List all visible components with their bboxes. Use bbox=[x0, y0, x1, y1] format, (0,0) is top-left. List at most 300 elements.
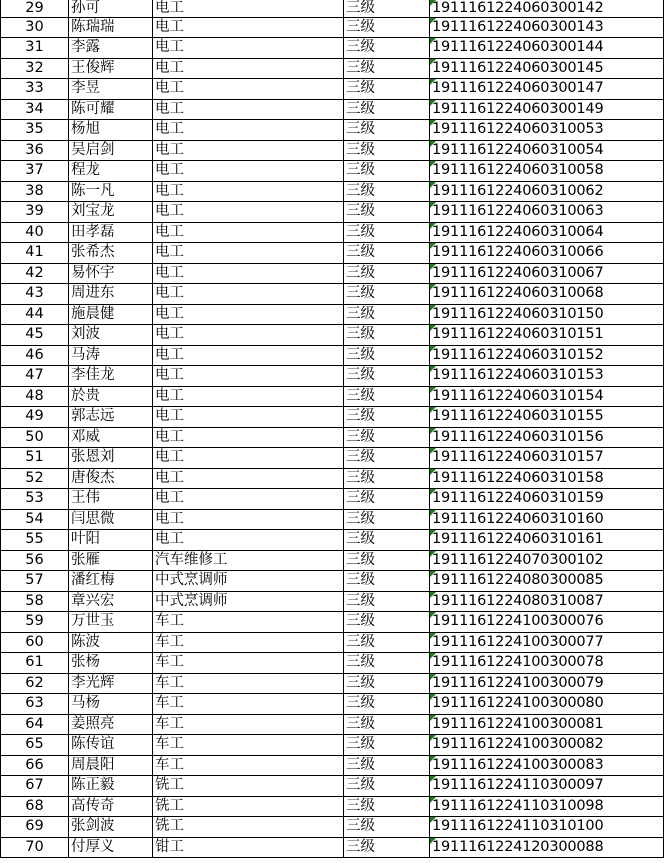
cell-trade[interactable]: 电工 bbox=[153, 161, 344, 182]
table-row bbox=[1, 386, 664, 407]
cell-name[interactable]: 刘波 bbox=[69, 325, 153, 346]
cell-certificate-id[interactable] bbox=[430, 489, 664, 510]
text-number-indicator-icon bbox=[430, 571, 436, 577]
cell-value: 1911161224060310058 bbox=[432, 162, 604, 179]
cell-level[interactable]: 三级 bbox=[344, 79, 430, 100]
text-number-indicator-icon bbox=[430, 448, 436, 454]
cell-row-number[interactable]: 61 bbox=[1, 653, 69, 674]
cell-trade[interactable]: 车工 bbox=[153, 755, 344, 776]
cell-row-number[interactable]: 37 bbox=[1, 161, 69, 182]
cell-value: 1911161224060300142 bbox=[432, 0, 604, 17]
table-row bbox=[1, 653, 664, 674]
cell-name[interactable]: 陈波 bbox=[69, 632, 153, 653]
cell-row-number[interactable]: 49 bbox=[1, 407, 69, 428]
cell-row-number[interactable]: 35 bbox=[1, 120, 69, 141]
cell-certificate-id[interactable] bbox=[430, 140, 664, 161]
cell-level[interactable]: 三级 bbox=[344, 366, 430, 387]
text-number-indicator-icon bbox=[430, 0, 436, 6]
cell-row-number[interactable]: 69 bbox=[1, 817, 69, 838]
cell-row-number[interactable]: 43 bbox=[1, 284, 69, 305]
cell-trade[interactable]: 钳工 bbox=[153, 837, 344, 858]
cell-value: 1911161224100300077 bbox=[432, 633, 604, 650]
cell-certificate-id[interactable] bbox=[430, 468, 664, 489]
text-number-indicator-icon bbox=[430, 264, 436, 270]
text-number-indicator-icon bbox=[430, 735, 436, 741]
cell-level[interactable]: 三级 bbox=[344, 694, 430, 715]
cell-name[interactable]: 马杨 bbox=[69, 694, 153, 715]
cell-value: 1911161224060310160 bbox=[432, 510, 604, 527]
cell-value: 1911161224060310064 bbox=[432, 223, 604, 240]
cell-value: 1911161224060310150 bbox=[432, 305, 604, 322]
cell-row-number[interactable]: 38 bbox=[1, 181, 69, 202]
cell-level[interactable]: 三级 bbox=[344, 325, 430, 346]
cell-level[interactable]: 三级 bbox=[344, 345, 430, 366]
cell-certificate-id[interactable] bbox=[430, 632, 664, 653]
cell-certificate-id[interactable] bbox=[430, 612, 664, 633]
table-row bbox=[1, 530, 664, 551]
cell-row-number[interactable]: 54 bbox=[1, 509, 69, 530]
text-number-indicator-icon bbox=[430, 530, 436, 536]
cell-value: 1911161224060310068 bbox=[432, 285, 604, 302]
cell-value: 1911161224100300079 bbox=[432, 674, 604, 691]
cell-trade[interactable]: 电工 bbox=[153, 366, 344, 387]
cell-level[interactable]: 三级 bbox=[344, 530, 430, 551]
cell-value: 1911161224110310100 bbox=[432, 818, 604, 835]
cell-certificate-id[interactable] bbox=[430, 837, 664, 858]
cell-value: 1911161224060310155 bbox=[432, 408, 604, 425]
cell-name[interactable]: 李昱 bbox=[69, 79, 153, 100]
cell-row-number[interactable]: 39 bbox=[1, 202, 69, 223]
cell-value: 1911161224100300080 bbox=[432, 695, 604, 712]
cell-value: 1911161224060310054 bbox=[432, 141, 604, 158]
table-row bbox=[1, 284, 664, 305]
cell-name[interactable]: 程龙 bbox=[69, 161, 153, 182]
cell-level[interactable]: 三级 bbox=[344, 17, 430, 38]
cell-certificate-id[interactable] bbox=[430, 181, 664, 202]
table-row bbox=[1, 345, 664, 366]
cell-level[interactable]: 三级 bbox=[344, 612, 430, 633]
cell-trade[interactable]: 电工 bbox=[153, 99, 344, 120]
cell-certificate-id[interactable] bbox=[430, 99, 664, 120]
cell-level[interactable]: 三级 bbox=[344, 284, 430, 305]
cell-row-number[interactable]: 45 bbox=[1, 325, 69, 346]
cell-certificate-id[interactable] bbox=[430, 263, 664, 284]
cell-certificate-id[interactable] bbox=[430, 427, 664, 448]
cell-name[interactable]: 张剑波 bbox=[69, 817, 153, 838]
text-number-indicator-icon bbox=[430, 284, 436, 290]
cell-certificate-id[interactable] bbox=[430, 202, 664, 223]
cell-name[interactable]: 刘宝龙 bbox=[69, 202, 153, 223]
table-row bbox=[1, 0, 664, 17]
cell-trade[interactable]: 电工 bbox=[153, 120, 344, 141]
cell-row-number[interactable]: 41 bbox=[1, 243, 69, 264]
text-number-indicator-icon bbox=[430, 407, 436, 413]
cell-level[interactable]: 三级 bbox=[344, 263, 430, 284]
cell-certificate-id[interactable] bbox=[430, 776, 664, 797]
cell-trade[interactable]: 车工 bbox=[153, 735, 344, 756]
cell-trade[interactable]: 电工 bbox=[153, 489, 344, 510]
table-body bbox=[1, 0, 664, 858]
table-row bbox=[1, 817, 664, 838]
cell-row-number[interactable]: 29 bbox=[1, 0, 69, 17]
cell-trade[interactable]: 电工 bbox=[153, 222, 344, 243]
cell-value: 1911161224100300083 bbox=[432, 756, 604, 773]
text-number-indicator-icon bbox=[430, 756, 436, 762]
cell-name[interactable]: 施晨健 bbox=[69, 304, 153, 325]
table-row bbox=[1, 161, 664, 182]
cell-level[interactable]: 三级 bbox=[344, 140, 430, 161]
text-number-indicator-icon bbox=[430, 694, 436, 700]
cell-name[interactable]: 李佳龙 bbox=[69, 366, 153, 387]
cell-trade[interactable]: 电工 bbox=[153, 468, 344, 489]
cell-trade[interactable]: 电工 bbox=[153, 0, 344, 17]
cell-name[interactable]: 周进东 bbox=[69, 284, 153, 305]
table-row bbox=[1, 427, 664, 448]
cell-row-number[interactable]: 42 bbox=[1, 263, 69, 284]
cell-trade[interactable]: 电工 bbox=[153, 386, 344, 407]
cell-row-number[interactable]: 48 bbox=[1, 386, 69, 407]
cell-certificate-id[interactable] bbox=[430, 0, 664, 17]
cell-trade[interactable]: 电工 bbox=[153, 304, 344, 325]
cell-name[interactable]: 杨旭 bbox=[69, 120, 153, 141]
cell-level[interactable]: 三级 bbox=[344, 243, 430, 264]
cell-level[interactable]: 三级 bbox=[344, 38, 430, 59]
text-number-indicator-icon bbox=[430, 428, 436, 434]
cell-name[interactable]: 陈一凡 bbox=[69, 181, 153, 202]
table-row bbox=[1, 632, 664, 653]
cell-level[interactable]: 三级 bbox=[344, 632, 430, 653]
cell-row-number[interactable]: 46 bbox=[1, 345, 69, 366]
cell-certificate-id[interactable] bbox=[430, 530, 664, 551]
table-row bbox=[1, 222, 664, 243]
cell-row-number[interactable]: 52 bbox=[1, 468, 69, 489]
text-number-indicator-icon bbox=[430, 387, 436, 393]
cell-row-number[interactable]: 47 bbox=[1, 366, 69, 387]
cell-trade[interactable]: 电工 bbox=[153, 427, 344, 448]
cell-level[interactable]: 三级 bbox=[344, 673, 430, 694]
cell-trade[interactable]: 中式烹调师 bbox=[153, 591, 344, 612]
cell-name[interactable]: 田孝磊 bbox=[69, 222, 153, 243]
cell-trade[interactable]: 中式烹调师 bbox=[153, 571, 344, 592]
table-row bbox=[1, 591, 664, 612]
cell-row-number[interactable]: 56 bbox=[1, 550, 69, 571]
cell-level[interactable]: 三级 bbox=[344, 489, 430, 510]
cell-value: 1911161224060310153 bbox=[432, 367, 604, 384]
cell-level[interactable]: 三级 bbox=[344, 120, 430, 141]
cell-value: 1911161224110310098 bbox=[432, 797, 604, 814]
table-row bbox=[1, 407, 664, 428]
cell-row-number[interactable]: 70 bbox=[1, 837, 69, 858]
cell-name[interactable]: 王伟 bbox=[69, 489, 153, 510]
cell-level[interactable]: 三级 bbox=[344, 735, 430, 756]
cell-certificate-id[interactable] bbox=[430, 673, 664, 694]
cell-row-number[interactable]: 36 bbox=[1, 140, 69, 161]
table-row bbox=[1, 325, 664, 346]
cell-certificate-id[interactable] bbox=[430, 735, 664, 756]
cell-name[interactable]: 张恩刘 bbox=[69, 448, 153, 469]
cell-name[interactable]: 张雁 bbox=[69, 550, 153, 571]
cell-name[interactable]: 周晨阳 bbox=[69, 755, 153, 776]
cell-trade[interactable]: 铣工 bbox=[153, 776, 344, 797]
cell-row-number[interactable]: 67 bbox=[1, 776, 69, 797]
cell-trade[interactable]: 车工 bbox=[153, 632, 344, 653]
text-number-indicator-icon bbox=[430, 79, 436, 85]
table-row bbox=[1, 837, 664, 858]
table-row bbox=[1, 714, 664, 735]
text-number-indicator-icon bbox=[430, 510, 436, 516]
cell-row-number[interactable]: 64 bbox=[1, 714, 69, 735]
text-number-indicator-icon bbox=[430, 223, 436, 229]
cell-name[interactable]: 王俊辉 bbox=[69, 58, 153, 79]
cell-level[interactable]: 三级 bbox=[344, 202, 430, 223]
cell-name[interactable]: 叶阳 bbox=[69, 530, 153, 551]
table-row bbox=[1, 202, 664, 223]
cell-name[interactable]: 万世玉 bbox=[69, 612, 153, 633]
cell-row-number[interactable]: 58 bbox=[1, 591, 69, 612]
cell-certificate-id[interactable] bbox=[430, 694, 664, 715]
text-number-indicator-icon bbox=[430, 141, 436, 147]
cell-certificate-id[interactable] bbox=[430, 550, 664, 571]
cell-value: 1911161224060310159 bbox=[432, 490, 604, 507]
cell-trade[interactable]: 电工 bbox=[153, 448, 344, 469]
cell-level[interactable]: 三级 bbox=[344, 468, 430, 489]
cell-row-number[interactable]: 33 bbox=[1, 79, 69, 100]
cell-certificate-id[interactable] bbox=[430, 222, 664, 243]
cell-value: 1911161224060310156 bbox=[432, 428, 604, 445]
cell-name[interactable]: 於贵 bbox=[69, 386, 153, 407]
cell-certificate-id[interactable] bbox=[430, 817, 664, 838]
cell-level[interactable]: 三级 bbox=[344, 755, 430, 776]
cell-row-number[interactable]: 53 bbox=[1, 489, 69, 510]
cell-row-number[interactable]: 68 bbox=[1, 796, 69, 817]
cell-name[interactable]: 吴启剑 bbox=[69, 140, 153, 161]
cell-value: 1911161224060310067 bbox=[432, 264, 604, 281]
cell-level[interactable]: 三级 bbox=[344, 571, 430, 592]
text-number-indicator-icon bbox=[430, 243, 436, 249]
text-number-indicator-icon bbox=[430, 612, 436, 618]
cell-trade[interactable]: 电工 bbox=[153, 181, 344, 202]
cell-row-number[interactable]: 57 bbox=[1, 571, 69, 592]
cell-row-number[interactable]: 44 bbox=[1, 304, 69, 325]
cell-row-number[interactable]: 60 bbox=[1, 632, 69, 653]
cell-value: 1911161224100300081 bbox=[432, 715, 604, 732]
cell-row-number[interactable]: 62 bbox=[1, 673, 69, 694]
cell-name[interactable]: 付厚义 bbox=[69, 837, 153, 858]
cell-level[interactable]: 三级 bbox=[344, 796, 430, 817]
cell-trade[interactable]: 电工 bbox=[153, 17, 344, 38]
cell-trade[interactable]: 车工 bbox=[153, 612, 344, 633]
cell-level[interactable]: 三级 bbox=[344, 304, 430, 325]
cell-certificate-id[interactable] bbox=[430, 714, 664, 735]
cell-level[interactable]: 三级 bbox=[344, 181, 430, 202]
cell-value: 1911161224060310066 bbox=[432, 244, 604, 261]
cell-level[interactable]: 三级 bbox=[344, 776, 430, 797]
cell-value: 1911161224060310063 bbox=[432, 203, 604, 220]
table-row bbox=[1, 796, 664, 817]
cell-row-number[interactable]: 59 bbox=[1, 612, 69, 633]
cell-level[interactable]: 三级 bbox=[344, 817, 430, 838]
table-row bbox=[1, 58, 664, 79]
cell-name[interactable]: 陈正毅 bbox=[69, 776, 153, 797]
cell-level[interactable]: 三级 bbox=[344, 591, 430, 612]
text-number-indicator-icon bbox=[430, 592, 436, 598]
text-number-indicator-icon bbox=[430, 366, 436, 372]
cell-name[interactable]: 张希杰 bbox=[69, 243, 153, 264]
cell-trade[interactable]: 车工 bbox=[153, 694, 344, 715]
cell-trade[interactable]: 电工 bbox=[153, 58, 344, 79]
cell-certificate-id[interactable] bbox=[430, 17, 664, 38]
cell-value: 1911161224060300149 bbox=[432, 100, 604, 117]
cell-value: 1911161224080300085 bbox=[432, 572, 604, 589]
cell-name[interactable]: 姜照亮 bbox=[69, 714, 153, 735]
cell-certificate-id[interactable] bbox=[430, 345, 664, 366]
cell-trade[interactable]: 电工 bbox=[153, 325, 344, 346]
text-number-indicator-icon bbox=[430, 346, 436, 352]
cell-certificate-id[interactable] bbox=[430, 653, 664, 674]
cell-value: 1911161224100300078 bbox=[432, 654, 604, 671]
cell-name[interactable]: 闫思微 bbox=[69, 509, 153, 530]
cell-trade[interactable]: 电工 bbox=[153, 284, 344, 305]
cell-level[interactable]: 三级 bbox=[344, 714, 430, 735]
cell-row-number[interactable]: 66 bbox=[1, 755, 69, 776]
cell-certificate-id[interactable] bbox=[430, 407, 664, 428]
cell-trade[interactable]: 电工 bbox=[153, 38, 344, 59]
cell-trade[interactable]: 电工 bbox=[153, 345, 344, 366]
cell-certificate-id[interactable] bbox=[430, 161, 664, 182]
cell-trade[interactable]: 车工 bbox=[153, 653, 344, 674]
cell-row-number[interactable]: 31 bbox=[1, 38, 69, 59]
cell-name[interactable]: 唐俊杰 bbox=[69, 468, 153, 489]
text-number-indicator-icon bbox=[430, 797, 436, 803]
cell-level[interactable]: 三级 bbox=[344, 386, 430, 407]
text-number-indicator-icon bbox=[430, 715, 436, 721]
cell-certificate-id[interactable] bbox=[430, 509, 664, 530]
cell-row-number[interactable]: 50 bbox=[1, 427, 69, 448]
table-row bbox=[1, 755, 664, 776]
cell-certificate-id[interactable] bbox=[430, 243, 664, 264]
table-row bbox=[1, 99, 664, 120]
cell-level[interactable]: 三级 bbox=[344, 161, 430, 182]
cell-trade[interactable]: 电工 bbox=[153, 140, 344, 161]
table-row bbox=[1, 38, 664, 59]
cell-value: 1911161224120300088 bbox=[432, 838, 604, 855]
cell-value: 1911161224100300082 bbox=[432, 736, 604, 753]
cell-name[interactable]: 陈可耀 bbox=[69, 99, 153, 120]
cell-certificate-id[interactable] bbox=[430, 120, 664, 141]
table-row bbox=[1, 694, 664, 715]
cell-certificate-id[interactable] bbox=[430, 79, 664, 100]
cell-certificate-id[interactable] bbox=[430, 284, 664, 305]
cell-row-number[interactable]: 55 bbox=[1, 530, 69, 551]
cell-row-number[interactable]: 40 bbox=[1, 222, 69, 243]
cell-trade[interactable]: 电工 bbox=[153, 202, 344, 223]
text-number-indicator-icon bbox=[430, 305, 436, 311]
text-number-indicator-icon bbox=[430, 776, 436, 782]
cell-level[interactable]: 三级 bbox=[344, 653, 430, 674]
cell-certificate-id[interactable] bbox=[430, 38, 664, 59]
table-row bbox=[1, 263, 664, 284]
cell-name[interactable]: 章兴宏 bbox=[69, 591, 153, 612]
cell-level[interactable]: 三级 bbox=[344, 58, 430, 79]
cell-certificate-id[interactable] bbox=[430, 448, 664, 469]
cell-certificate-id[interactable] bbox=[430, 58, 664, 79]
cell-certificate-id[interactable] bbox=[430, 304, 664, 325]
cell-trade[interactable]: 电工 bbox=[153, 530, 344, 551]
cell-row-number[interactable]: 30 bbox=[1, 17, 69, 38]
cell-trade[interactable]: 电工 bbox=[153, 243, 344, 264]
cell-row-number[interactable]: 32 bbox=[1, 58, 69, 79]
cell-trade[interactable]: 车工 bbox=[153, 673, 344, 694]
cell-certificate-id[interactable] bbox=[430, 386, 664, 407]
cell-certificate-id[interactable] bbox=[430, 366, 664, 387]
cell-name[interactable]: 潘红梅 bbox=[69, 571, 153, 592]
cell-name[interactable]: 陈传谊 bbox=[69, 735, 153, 756]
cell-trade[interactable]: 电工 bbox=[153, 79, 344, 100]
cell-trade[interactable]: 铣工 bbox=[153, 817, 344, 838]
cell-trade[interactable]: 电工 bbox=[153, 263, 344, 284]
cell-level[interactable]: 三级 bbox=[344, 837, 430, 858]
cell-level[interactable]: 三级 bbox=[344, 550, 430, 571]
cell-certificate-id[interactable] bbox=[430, 755, 664, 776]
cell-level[interactable]: 三级 bbox=[344, 427, 430, 448]
cell-name[interactable]: 孙可 bbox=[69, 0, 153, 17]
cell-row-number[interactable]: 63 bbox=[1, 694, 69, 715]
cell-value: 1911161224070300102 bbox=[432, 551, 604, 568]
table-row bbox=[1, 776, 664, 797]
cell-value: 1911161224060310053 bbox=[432, 121, 604, 138]
cell-name[interactable]: 高传奇 bbox=[69, 796, 153, 817]
text-number-indicator-icon bbox=[430, 551, 436, 557]
cell-value: 1911161224060300144 bbox=[432, 39, 604, 56]
cell-level[interactable]: 三级 bbox=[344, 448, 430, 469]
cell-value: 1911161224060310062 bbox=[432, 182, 604, 199]
cell-row-number[interactable]: 65 bbox=[1, 735, 69, 756]
cell-name[interactable]: 马涛 bbox=[69, 345, 153, 366]
cell-value: 1911161224060300145 bbox=[432, 59, 604, 76]
cell-row-number[interactable]: 34 bbox=[1, 99, 69, 120]
cell-level[interactable]: 三级 bbox=[344, 407, 430, 428]
cell-value: 1911161224060310157 bbox=[432, 449, 604, 466]
cell-value: 1911161224060300147 bbox=[432, 80, 604, 97]
cell-level[interactable]: 三级 bbox=[344, 222, 430, 243]
cell-name[interactable]: 邓威 bbox=[69, 427, 153, 448]
cell-trade[interactable]: 电工 bbox=[153, 407, 344, 428]
cell-level[interactable]: 三级 bbox=[344, 509, 430, 530]
table-row bbox=[1, 79, 664, 100]
cell-name[interactable]: 李光辉 bbox=[69, 673, 153, 694]
text-number-indicator-icon bbox=[430, 18, 436, 24]
cell-trade[interactable]: 车工 bbox=[153, 714, 344, 735]
cell-trade[interactable]: 汽车维修工 bbox=[153, 550, 344, 571]
cell-level[interactable]: 三级 bbox=[344, 99, 430, 120]
text-number-indicator-icon bbox=[430, 202, 436, 208]
cell-certificate-id[interactable] bbox=[430, 591, 664, 612]
cell-row-number[interactable]: 51 bbox=[1, 448, 69, 469]
cell-trade[interactable]: 铣工 bbox=[153, 796, 344, 817]
cell-level[interactable]: 三级 bbox=[344, 0, 430, 17]
cell-certificate-id[interactable] bbox=[430, 325, 664, 346]
cell-name[interactable]: 郭志远 bbox=[69, 407, 153, 428]
cell-trade[interactable]: 电工 bbox=[153, 509, 344, 530]
cell-certificate-id[interactable] bbox=[430, 571, 664, 592]
text-number-indicator-icon bbox=[430, 161, 436, 167]
cell-name[interactable]: 张杨 bbox=[69, 653, 153, 674]
cell-certificate-id[interactable] bbox=[430, 796, 664, 817]
cell-name[interactable]: 李露 bbox=[69, 38, 153, 59]
table-row bbox=[1, 735, 664, 756]
cell-name[interactable]: 陈瑞瑞 bbox=[69, 17, 153, 38]
cell-name[interactable]: 易怀宇 bbox=[69, 263, 153, 284]
